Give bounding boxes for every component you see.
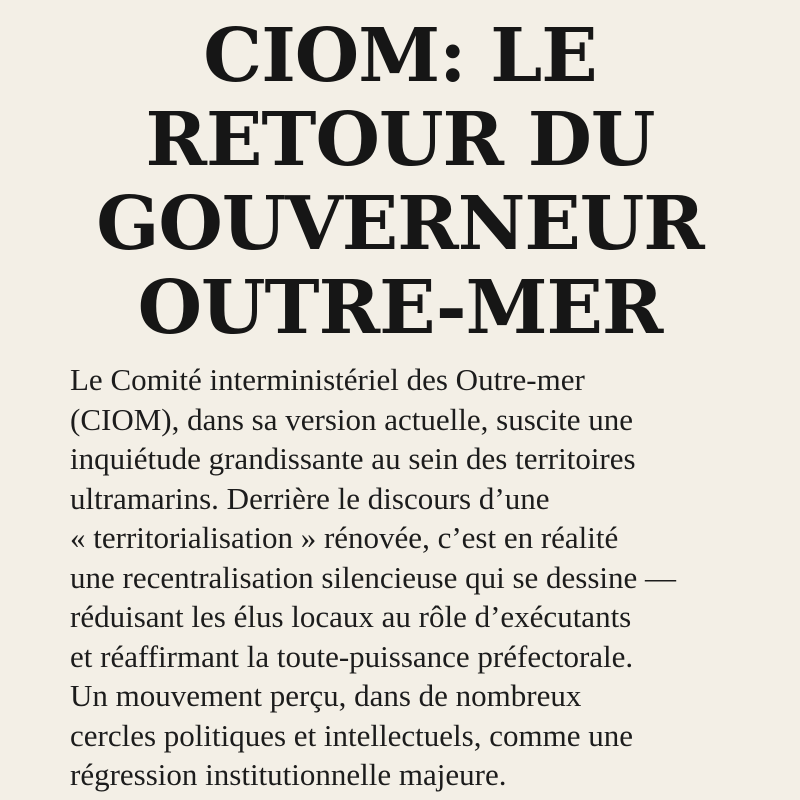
headline-line: GOUVERNEUR [96, 181, 704, 267]
body-line: régression institutionnelle majeure. [70, 757, 507, 792]
body-line: une recentralisation silencieuse qui se dessine — [70, 559, 677, 595]
body-line: et réaffirmant la toute-puissance préfectorale. [70, 638, 634, 674]
body-line: réduisant les élus locaux au rôle d’exécutants [70, 599, 632, 634]
headline-line: CIOM: LE [203, 13, 597, 99]
headline-line: OUTRE-MER [137, 265, 663, 351]
body-line: cercles politiques et intellectuels, comme une [70, 717, 633, 753]
body-line: Un mouvement perçu, dans de nombreux [70, 678, 582, 713]
body-line: « territorialisation » rénovée, c’est en réalité [70, 520, 619, 555]
article-headline [0, 14, 800, 350]
body-line: ultramarins. Derrière le discours d’une [70, 480, 550, 516]
article-body [70, 360, 770, 795]
body-line: inquiétude grandissante au sein des territoires [70, 441, 636, 476]
body-line: Le Comité interministériel des Outre-mer [70, 362, 585, 397]
body-line: (CIOM), dans sa version actuelle, suscite une [70, 401, 634, 437]
headline-line: RETOUR DU [145, 97, 655, 183]
